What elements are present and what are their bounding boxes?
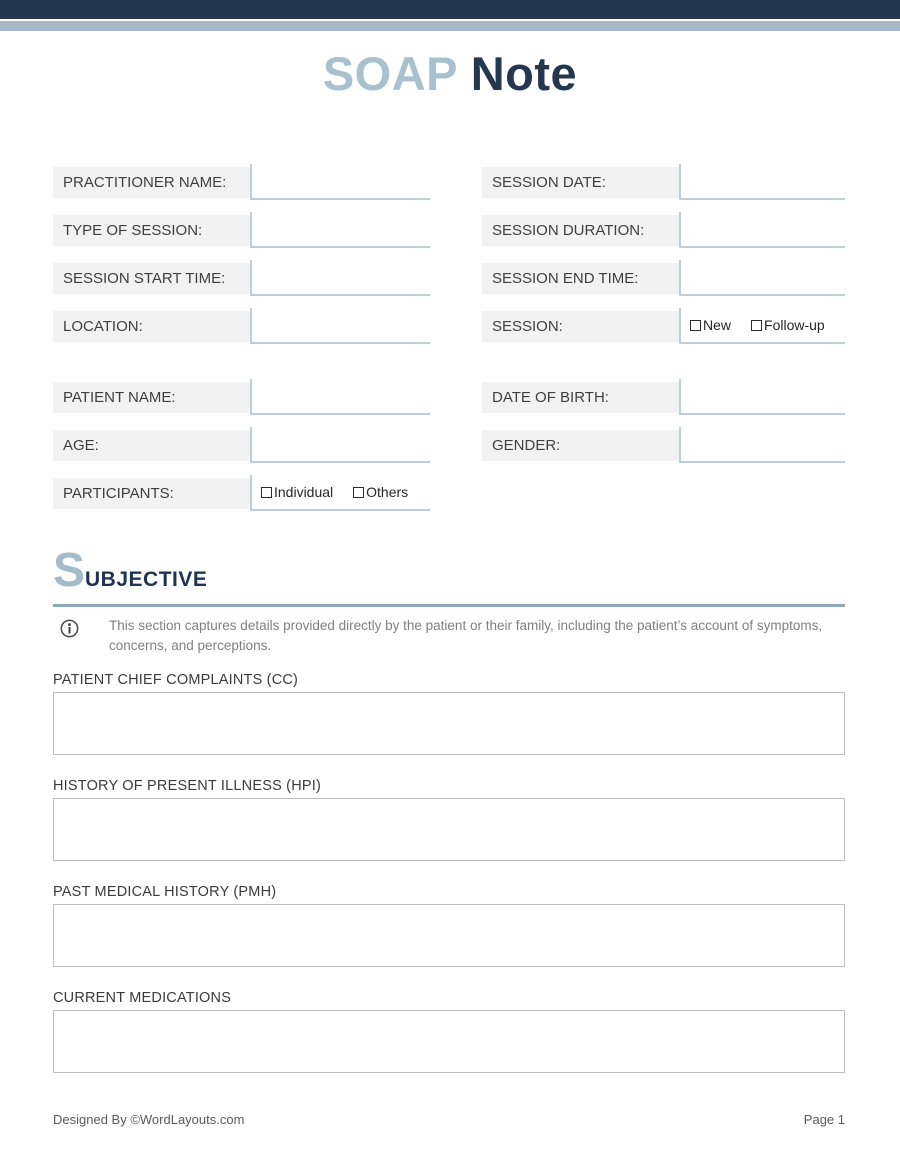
group-chief-complaints [53,672,845,755]
subjective-heading [53,544,845,597]
page-number: Page 1 [803,1112,845,1127]
subjective-rest: UBJECTIVE [85,568,208,591]
field-session-duration [482,215,845,246]
participants-label: PARTICIPANTS: [53,478,250,509]
session-date-input[interactable] [679,164,845,200]
current-medications-textarea[interactable] [53,1010,845,1073]
subjective-info-row [53,616,845,656]
past-medical-history-label: PAST MEDICAL HISTORY (PMH) [53,884,277,900]
patient-name-input[interactable] [250,379,430,415]
checkbox-icon[interactable] [751,320,762,331]
age-input[interactable] [250,427,430,463]
age-label: AGE: [53,430,250,461]
field-location [53,311,430,342]
field-type-of-session [53,215,430,246]
session-type-label: SESSION: [482,311,679,342]
field-session-type [482,311,845,342]
checkbox-option-follow-up[interactable] [751,317,825,333]
patient-info-grid [53,382,845,509]
checkbox-icon[interactable] [261,487,272,498]
gender-label: GENDER: [482,430,679,461]
field-age [53,430,430,461]
top-navy-bar [0,0,900,19]
location-label: LOCATION: [53,311,250,342]
section-divider [53,604,845,607]
page-footer [53,1112,845,1127]
field-gender [482,430,845,461]
practitioner-name-input[interactable] [250,164,430,200]
history-present-illness-label: HISTORY OF PRESENT ILLNESS (HPI) [53,778,322,794]
type-of-session-input[interactable] [250,212,430,248]
type-of-session-label: TYPE OF SESSION: [53,215,250,246]
checkbox-option-individual[interactable] [261,484,333,500]
subjective-description: This section captures details provided directly by the patient or their family, including the patient’s account of symptoms, concerns, and perceptions. [109,618,823,653]
checkbox-others-label: Others [366,484,409,500]
participants-options [250,475,430,511]
group-history-present-illness [53,778,845,861]
date-of-birth-label: DATE OF BIRTH: [482,382,679,413]
chief-complaints-textarea[interactable] [53,692,845,755]
session-end-time-label: SESSION END TIME: [482,263,679,294]
checkbox-new-label: New [703,317,732,333]
subjective-fields [53,672,845,1096]
page-title-accent: SOAP [322,47,458,100]
page-title [0,46,900,101]
gender-input[interactable] [679,427,845,463]
subjective-initial: S [53,544,86,597]
page-title-main: Note [470,47,578,100]
session-type-options [679,308,845,344]
checkbox-icon[interactable] [690,320,701,331]
designer-credit: Designed By ©WordLayouts.com [53,1112,245,1127]
field-participants [53,478,430,509]
session-start-time-input[interactable] [250,260,430,296]
session-info-grid [53,167,845,342]
group-past-medical-history [53,884,845,967]
checkbox-icon[interactable] [353,487,364,498]
checkbox-option-others[interactable] [353,484,408,500]
session-date-label: SESSION DATE: [482,167,679,198]
checkbox-individual-label: Individual [274,484,334,500]
field-practitioner-name [53,167,430,198]
patient-name-label: PATIENT NAME: [53,382,250,413]
date-of-birth-input[interactable] [679,379,845,415]
info-icon [60,616,80,656]
group-current-medications [53,990,845,1073]
field-session-start-time [53,263,430,294]
session-start-time-label: SESSION START TIME: [53,263,250,294]
field-session-date [482,167,845,198]
checkbox-option-new[interactable] [690,317,731,333]
field-date-of-birth [482,382,845,413]
current-medications-label: CURRENT MEDICATIONS [53,990,232,1006]
top-steel-bar [0,21,900,31]
field-patient-name [53,382,430,413]
session-duration-input[interactable] [679,212,845,248]
session-duration-label: SESSION DURATION: [482,215,679,246]
session-end-time-input[interactable] [679,260,845,296]
location-input[interactable] [250,308,430,344]
practitioner-name-label: PRACTITIONER NAME: [53,167,250,198]
history-present-illness-textarea[interactable] [53,798,845,861]
checkbox-follow-up-label: Follow-up [764,317,825,333]
past-medical-history-textarea[interactable] [53,904,845,967]
subjective-section [53,544,845,656]
chief-complaints-label: PATIENT CHIEF COMPLAINTS (CC) [53,672,299,688]
field-session-end-time [482,263,845,294]
